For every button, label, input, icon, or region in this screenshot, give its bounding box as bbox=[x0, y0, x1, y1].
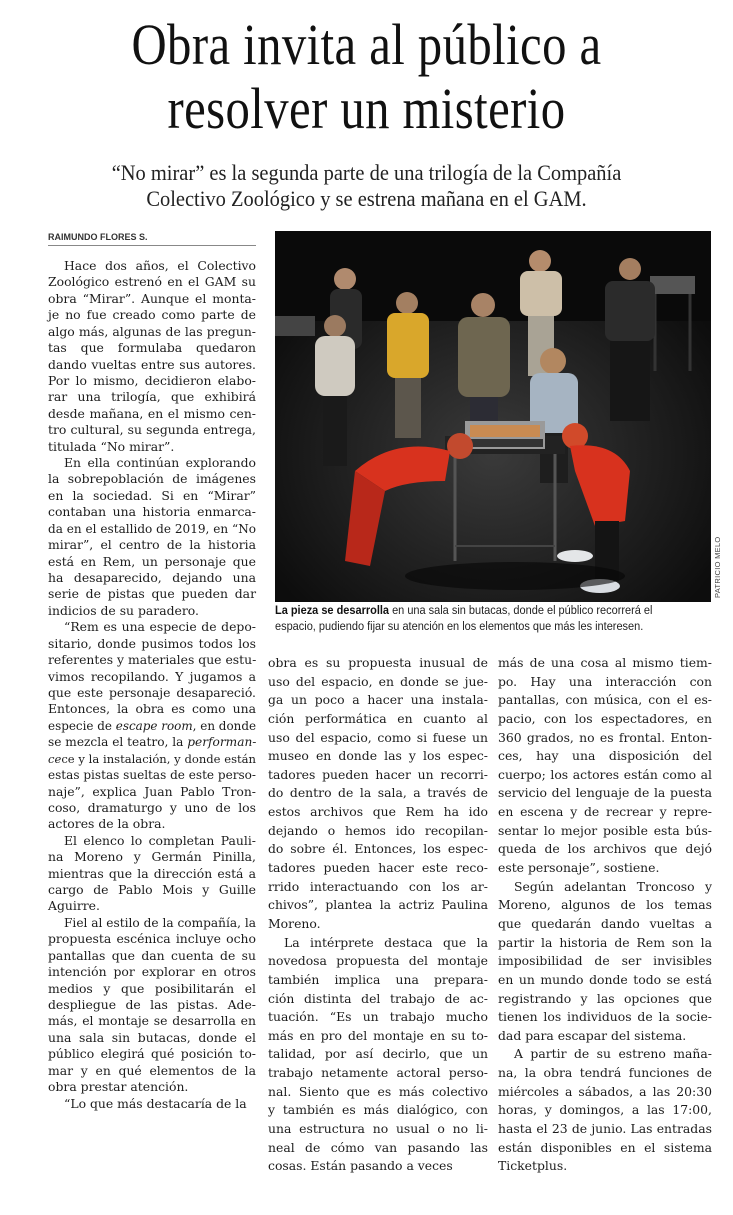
shadow bbox=[405, 562, 625, 590]
text-line bbox=[268, 934, 488, 953]
text-line-content: referentes y materiales que estu- bbox=[48, 652, 257, 668]
text-line-content: dando vueltas entre sus autores. bbox=[48, 356, 256, 372]
text-line-content: na, la obra tendrá funciones de bbox=[498, 1065, 712, 1081]
text-line-content: pantallas, con música, con el es- bbox=[498, 692, 712, 708]
headline-line-1: Obra invita al público a bbox=[131, 12, 602, 77]
text-line bbox=[268, 915, 488, 934]
text-line bbox=[48, 981, 256, 997]
text-line bbox=[48, 340, 256, 356]
text-line-content: “Lo que más destacaría de la bbox=[64, 1095, 247, 1111]
text-line-content: tadores pueden hacer este reco- bbox=[268, 860, 488, 876]
text-line bbox=[48, 586, 256, 602]
text-line bbox=[268, 990, 488, 1009]
text-line-content: tienen los individuos de la socie- bbox=[498, 1009, 712, 1025]
text-line-content: en la sociedad. Si en “Mirar” bbox=[48, 487, 256, 503]
text-line-content: estas pistas sueltas de este perso- bbox=[48, 768, 256, 783]
text-line bbox=[268, 878, 488, 897]
italic-term: performan- bbox=[187, 735, 257, 750]
text-line-content: dad para escapar del sistema. bbox=[498, 1027, 687, 1043]
text-line bbox=[268, 691, 488, 710]
text-line bbox=[498, 859, 712, 878]
text-line-content: rrido interactuando con los ar- bbox=[268, 878, 488, 894]
text-line bbox=[268, 766, 488, 785]
text-line bbox=[48, 554, 256, 570]
text-line bbox=[268, 971, 488, 990]
text-line-content: que quedarán dando vueltas a bbox=[498, 915, 712, 931]
text-line bbox=[268, 822, 488, 841]
text-line-content: imposibilidad de ser invisibles bbox=[498, 953, 712, 969]
text-line bbox=[48, 357, 256, 373]
text-line-content: ción performática en cuanto al bbox=[268, 710, 488, 726]
text-line-content: propuesta escénica incluye ocho bbox=[48, 931, 256, 947]
text-line bbox=[48, 1046, 256, 1062]
text-line bbox=[48, 948, 256, 964]
text-line bbox=[498, 803, 712, 822]
text-line bbox=[48, 439, 256, 455]
text-line-content: dejando o hemos ido recopilan- bbox=[268, 822, 488, 838]
text-line bbox=[48, 652, 256, 668]
text-line-content: sentar lo mejor posible esta bús- bbox=[498, 822, 712, 838]
text-line bbox=[498, 673, 712, 692]
text-line-content: Aguirre. bbox=[48, 898, 100, 914]
text-line-content: naje”, explica Juan Pablo Tron- bbox=[48, 783, 256, 799]
text-line bbox=[48, 471, 256, 487]
photo-caption bbox=[275, 602, 716, 634]
text-line bbox=[48, 570, 256, 586]
text-line-content: Moreno. bbox=[268, 915, 321, 931]
deck-line-1: “No mirar” es la segunda parte de una trilogía de la Compañía bbox=[111, 160, 622, 185]
text-line bbox=[48, 603, 256, 619]
text-line-content: chivos”, plantea la actriz Paulina bbox=[268, 897, 488, 913]
text-line bbox=[268, 784, 488, 803]
text-line-content: ce y la instalación, y donde están bbox=[61, 751, 256, 766]
text-line bbox=[498, 766, 712, 785]
text-line-content: estos archivos que Rem ha ido bbox=[268, 804, 488, 820]
text-line bbox=[268, 840, 488, 859]
text-line-content: 360 grados, no es frontal. Enton- bbox=[498, 729, 712, 745]
italic-term: ce bbox=[48, 751, 62, 766]
text-line bbox=[48, 1013, 256, 1029]
text-line-content: cosas. Están pasando a veces bbox=[268, 1158, 453, 1174]
text-line-content: Fiel al estilo de la compañía, la bbox=[64, 915, 256, 930]
text-line bbox=[268, 1120, 488, 1139]
text-line-content: miércoles a sábados, a las 20:30 bbox=[498, 1083, 712, 1099]
text-line bbox=[498, 1064, 712, 1083]
text-line bbox=[48, 422, 256, 438]
text-line-content: mar y en qué elementos de la bbox=[48, 1062, 256, 1078]
text-line-content: A partir de su estreno maña- bbox=[514, 1046, 712, 1062]
stage-scene-illustration bbox=[275, 231, 711, 602]
text-line-content: en un mundo donde todo se está bbox=[498, 971, 712, 987]
deck-line-2: Colectivo Zoológico y se estrena mañana en el GAM. bbox=[146, 186, 587, 211]
article-column-right bbox=[498, 654, 712, 1176]
text-line-content: Ticketplus. bbox=[498, 1158, 568, 1174]
text-line bbox=[498, 710, 712, 729]
text-line-content: titulada “No mirar”. bbox=[48, 438, 175, 454]
text-line bbox=[498, 1045, 712, 1064]
text-line-content: más, el montaje se desarrolla en bbox=[48, 1013, 256, 1029]
article-photo bbox=[275, 231, 711, 602]
text-line-content: na Moreno y Germán Pinilla, bbox=[48, 849, 256, 865]
text-line-content: Por lo mismo, decidieron elabo- bbox=[48, 372, 256, 388]
text-line bbox=[268, 1045, 488, 1064]
text-line bbox=[48, 258, 256, 274]
text-line-content: novedosa propuesta del montaje bbox=[268, 953, 488, 969]
text-line-content: registrando y las opciones que bbox=[498, 990, 712, 1006]
text-line-content: tadores pueden hacer un recorri- bbox=[268, 766, 488, 782]
text-line-content: tuación. “Es un trabajo mucho bbox=[268, 1009, 488, 1025]
text-line-content: actores de la obra. bbox=[48, 816, 166, 832]
text-line-content: mientras que la dirección está a bbox=[48, 865, 256, 881]
text-line bbox=[498, 971, 712, 990]
text-line bbox=[268, 729, 488, 748]
text-line-content: da en el estallido de 2019, en “No bbox=[48, 521, 256, 536]
text-line bbox=[48, 636, 256, 652]
text-line bbox=[268, 1027, 488, 1046]
text-line-content: Según adelantan Troncoso y bbox=[514, 878, 712, 894]
text-line-content: nal. Siento que es más colectivo bbox=[268, 1083, 488, 1099]
text-line bbox=[268, 896, 488, 915]
text-line-content: vimos recopilando. Y jugamos a bbox=[48, 668, 256, 684]
text-line-content: una sala sin butacas, donde el bbox=[48, 1029, 256, 1045]
text-line-content: está en Rem, un personaje que bbox=[48, 553, 256, 569]
text-line-content: algo más, algunas de las pregun- bbox=[48, 323, 256, 339]
text-line bbox=[48, 406, 256, 422]
text-line-content: indicios de su paradero. bbox=[48, 602, 199, 618]
text-line-content: también implica una prepara- bbox=[268, 971, 488, 987]
text-line bbox=[498, 822, 712, 841]
text-fragment: , en donde bbox=[192, 718, 257, 733]
text-line-content: En ella continúan explorando bbox=[64, 455, 256, 471]
text-line-content: do dentro de la sala, a través de bbox=[268, 785, 488, 801]
text-line bbox=[48, 291, 256, 307]
text-line bbox=[498, 878, 712, 897]
text-line bbox=[498, 784, 712, 803]
text-line-content: ción distinta del trabajo de ac- bbox=[268, 990, 488, 1006]
text-line-content: se mezcla el teatro, la bbox=[48, 735, 188, 750]
text-line-content: museo en donde las y los espec- bbox=[268, 748, 488, 764]
text-line bbox=[268, 1139, 488, 1158]
text-line-content: trabajo netamente actoral perso- bbox=[268, 1065, 488, 1081]
text-line bbox=[48, 455, 256, 471]
text-line bbox=[48, 849, 256, 865]
text-line bbox=[48, 685, 256, 701]
article-column-left bbox=[48, 258, 256, 1112]
text-line bbox=[48, 504, 256, 520]
text-line bbox=[48, 784, 256, 800]
caption-text: en una sala sin butacas, donde el público recorrerá el bbox=[389, 603, 653, 617]
text-line-content: horas, y domingos, a las 17:00, bbox=[498, 1102, 712, 1118]
text-line bbox=[268, 1101, 488, 1120]
text-line bbox=[498, 691, 712, 710]
text-line-content: hasta el 23 de junio. Las entradas bbox=[498, 1121, 712, 1137]
text-line bbox=[268, 654, 488, 673]
text-line-content: talidad, por así decirlo, que un bbox=[268, 1046, 488, 1062]
text-line-content: “Rem es una especie de depo- bbox=[64, 619, 256, 635]
caption-lead: La pieza se desarrolla bbox=[275, 603, 390, 617]
text-line bbox=[48, 866, 256, 882]
text-line-content: intención por explorar en otros bbox=[48, 964, 256, 980]
text-line bbox=[498, 952, 712, 971]
text-line bbox=[48, 767, 256, 783]
text-line bbox=[48, 1063, 256, 1079]
text-line bbox=[498, 1027, 712, 1046]
text-line-content: uso del espacio, como si fuese un bbox=[268, 729, 488, 745]
text-line-content: La intérprete destaca que la bbox=[284, 934, 488, 950]
text-line-content: sitario, donde pusimos todos los bbox=[48, 635, 256, 651]
text-line bbox=[498, 1083, 712, 1102]
text-line bbox=[48, 488, 256, 504]
text-line bbox=[48, 521, 256, 537]
text-line-content: El elenco lo completan Pauli- bbox=[64, 832, 256, 848]
text-line-content: la sobrepoblación de imágenes bbox=[48, 471, 256, 487]
caption-line-2: espacio, pudiendo fijar su atención en los elementos que más les interesen. bbox=[275, 619, 644, 633]
text-line bbox=[498, 729, 712, 748]
text-line-content: do sobre él. Entonces, los espec- bbox=[268, 841, 488, 857]
text-line bbox=[268, 1064, 488, 1083]
text-line-content: Hace dos años, el Colectivo bbox=[64, 258, 256, 273]
text-line-content: pacio, con los espectadores, en bbox=[498, 710, 712, 726]
text-line-content: público elegirá qué posición to- bbox=[48, 1046, 256, 1062]
text-line bbox=[48, 997, 256, 1013]
text-line bbox=[48, 701, 256, 717]
text-line-content: despliegue de las pistas. Ade- bbox=[48, 996, 256, 1012]
text-line bbox=[268, 747, 488, 766]
text-line-content: cargo de Pablo Mois y Guille bbox=[48, 882, 256, 898]
text-line-content: contaban una historia enmarca- bbox=[48, 504, 256, 520]
text-line-content: partir la historia de Rem son la bbox=[498, 934, 712, 950]
text-line-content: y también es más dialógico, con bbox=[268, 1102, 488, 1118]
text-line bbox=[498, 990, 712, 1009]
side-table-right bbox=[650, 276, 695, 294]
text-line bbox=[498, 1101, 712, 1120]
text-line bbox=[48, 389, 256, 405]
text-line-content: ces, hay una disposición del bbox=[498, 748, 712, 764]
text-line bbox=[48, 816, 256, 832]
text-line-content: que este personaje desapareció. bbox=[48, 684, 256, 700]
text-line bbox=[48, 833, 256, 849]
text-line-content: serie de pistas que pueden dar bbox=[48, 586, 256, 602]
text-line bbox=[498, 1157, 712, 1176]
article-column-middle bbox=[268, 654, 488, 1176]
text-line bbox=[48, 274, 256, 290]
text-line-content: Entonces, la obra es como una bbox=[48, 701, 256, 717]
text-line bbox=[268, 673, 488, 692]
hot-dog-roller bbox=[465, 421, 545, 449]
text-line bbox=[48, 898, 256, 914]
text-line bbox=[498, 654, 712, 673]
text-line-content: tro cultural, su segunda entrega, bbox=[48, 422, 256, 438]
text-line-content: una estructura no usual o no li- bbox=[268, 1121, 488, 1137]
text-line bbox=[498, 1008, 712, 1027]
text-line bbox=[498, 934, 712, 953]
text-line-content: más en pro del montaje en su to- bbox=[268, 1027, 488, 1043]
text-line bbox=[48, 373, 256, 389]
text-line bbox=[48, 619, 256, 635]
text-line-content: especie de bbox=[48, 718, 116, 733]
text-line bbox=[268, 859, 488, 878]
text-line-content: queda de los archivos que dejó bbox=[498, 841, 712, 857]
text-line-content: ha desaparecido, dejando una bbox=[48, 570, 256, 586]
text-line-content: más de una cosa al mismo tiem- bbox=[498, 655, 712, 670]
text-line bbox=[268, 952, 488, 971]
text-line-content: coso, dramaturgo y uno de los bbox=[48, 799, 256, 815]
text-line-content: obra “Mirar”. Aunque el monta- bbox=[48, 290, 256, 306]
side-table-left bbox=[275, 316, 315, 336]
text-line bbox=[268, 710, 488, 729]
text-line bbox=[48, 669, 256, 685]
text-line-content: ga un poco a hacer una instala- bbox=[268, 692, 488, 708]
person-vest bbox=[605, 258, 655, 421]
text-line bbox=[48, 1079, 256, 1095]
text-line bbox=[268, 1008, 488, 1027]
text-line bbox=[498, 1120, 712, 1139]
text-line bbox=[48, 1030, 256, 1046]
text-line bbox=[498, 1139, 712, 1158]
text-line bbox=[498, 747, 712, 766]
text-line-content: en escena y de recrear y repre- bbox=[498, 804, 712, 820]
text-line bbox=[498, 896, 712, 915]
text-line-content: mirar”, el centro de la historia bbox=[48, 537, 256, 553]
text-line bbox=[268, 1157, 488, 1176]
text-line bbox=[268, 803, 488, 822]
text-line bbox=[48, 718, 256, 734]
text-line bbox=[48, 751, 256, 767]
text-line-content: po. Hay una interacción con bbox=[498, 673, 712, 689]
text-line bbox=[48, 734, 256, 750]
text-line-content: Zoológico estrenó en el GAM su bbox=[48, 274, 256, 290]
text-line-content: obra es su propuesta inusual de bbox=[268, 655, 488, 670]
text-line bbox=[268, 1083, 488, 1102]
text-line bbox=[48, 537, 256, 553]
italic-term: escape room bbox=[115, 718, 193, 733]
text-line bbox=[48, 964, 256, 980]
headline-line-2: resolver un misterio bbox=[167, 76, 566, 141]
text-line-content: tas que formulaba quedaron bbox=[48, 340, 256, 356]
text-line-content: neal de cómo van pasando las bbox=[268, 1139, 488, 1155]
text-line-content: Moreno, algunos de los temas bbox=[498, 897, 712, 913]
byline: RAIMUNDO FLORES S. bbox=[48, 232, 256, 246]
text-line bbox=[498, 915, 712, 934]
photo-credit: PATRICIO MELO bbox=[713, 536, 722, 598]
text-line-content: pantallas que dan cuenta de su bbox=[48, 947, 256, 963]
text-line-content: están disponibles en el sistema bbox=[498, 1139, 712, 1155]
text-line bbox=[48, 915, 256, 931]
text-line-content: obra prestar atención. bbox=[48, 1079, 189, 1095]
text-line bbox=[48, 324, 256, 340]
text-line bbox=[48, 1096, 256, 1112]
text-line bbox=[48, 800, 256, 816]
text-line-content: rar una trilogía, que exhibirá bbox=[48, 389, 256, 405]
text-line-content: uso del espacio, en donde se jue- bbox=[268, 673, 488, 689]
text-line-content: medios y que posibilitarán el bbox=[48, 980, 256, 996]
text-line bbox=[498, 840, 712, 859]
text-line-content: cuerpo; los actores están como al bbox=[498, 766, 712, 782]
text-line-content: este personaje”, sostiene. bbox=[498, 860, 660, 876]
text-line-content: servicio del lenguaje de la puesta bbox=[498, 785, 712, 801]
text-line bbox=[48, 882, 256, 898]
text-line bbox=[48, 931, 256, 947]
text-line-content: je no fue creado como parte de bbox=[48, 307, 256, 323]
text-line-content: desde mañana, en el mismo cen- bbox=[48, 405, 256, 421]
text-line bbox=[48, 307, 256, 323]
